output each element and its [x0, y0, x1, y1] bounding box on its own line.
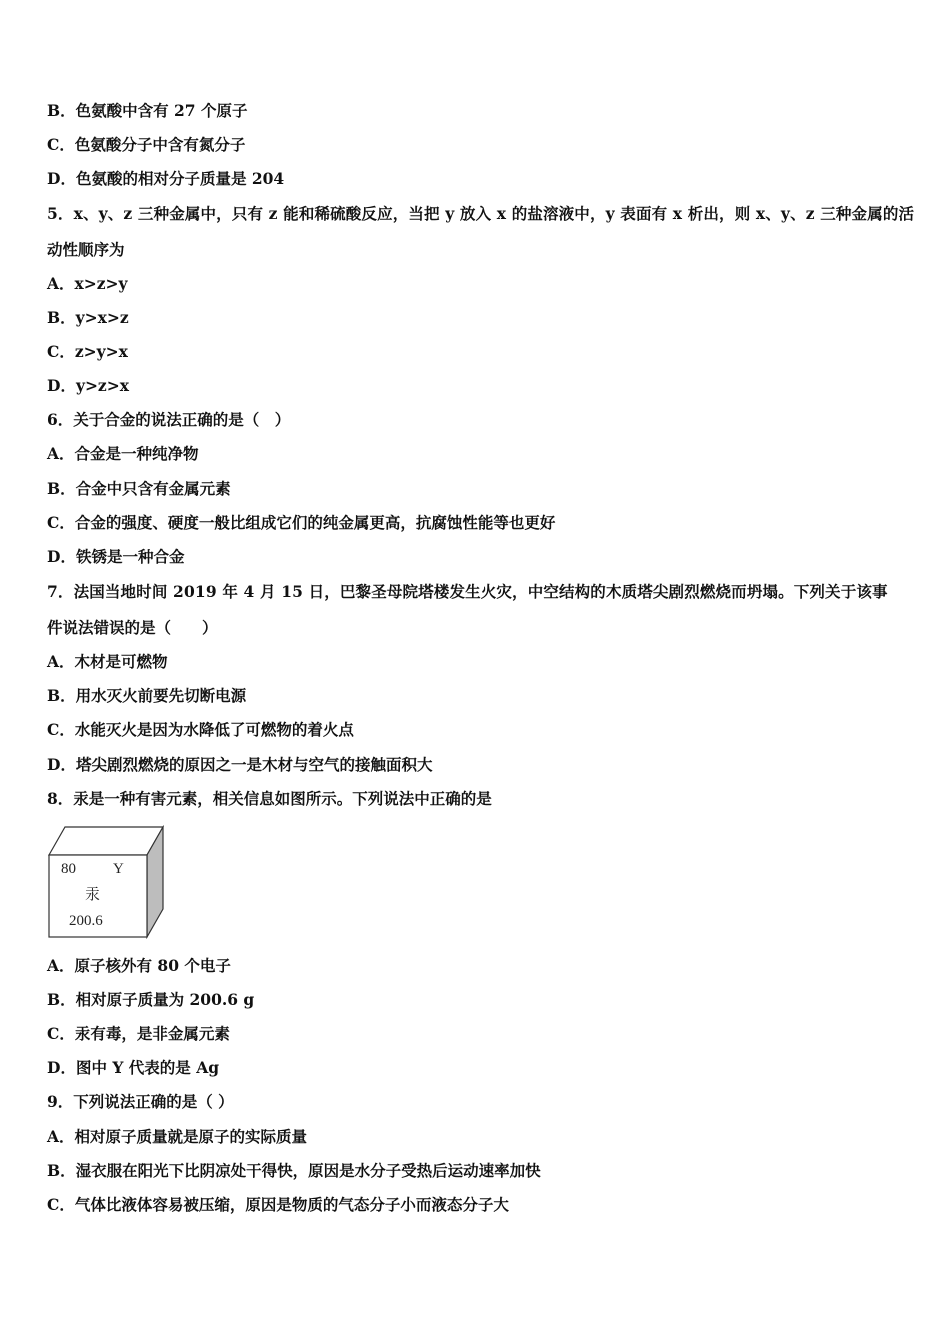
- question-9: 9．下列说法正确的是（ ）: [47, 1092, 234, 1111]
- question-7-line-2: 件说法错误的是（ ）: [47, 618, 218, 637]
- question-8-option-b: B．相对原子质量为 200.6 g: [47, 990, 255, 1009]
- option-c-nitrogen: C．色氨酸分子中含有氮分子: [47, 135, 246, 154]
- question-6: 6．关于合金的说法正确的是（ ）: [47, 410, 291, 429]
- question-9-option-a: A．相对原子质量就是原子的实际质量: [47, 1127, 308, 1146]
- question-8-option-d: D．图中 Y 代表的是 Ag: [47, 1058, 220, 1077]
- question-5-line-2: 动性顺序为: [47, 240, 125, 259]
- question-7-option-c: C．水能灭火是因为水降低了可燃物的着火点: [47, 720, 354, 739]
- element-symbol: Y: [113, 861, 124, 877]
- question-8-option-c: C．汞有毒，是非金属元素: [47, 1024, 230, 1043]
- question-8: 8．汞是一种有害元素，相关信息如图所示。下列说法中正确的是: [47, 789, 492, 808]
- element-card-mercury: [47, 825, 165, 939]
- question-5-option-c: C．z>y>x: [47, 342, 128, 361]
- element-name: 汞: [85, 887, 101, 903]
- option-b-atoms: B．色氨酸中含有 27 个原子: [47, 101, 248, 120]
- question-9-option-b: B．湿衣服在阳光下比阴凉处干得快，原因是水分子受热后运动速率加快: [47, 1161, 541, 1180]
- question-7-option-b: B．用水灭火前要先切断电源: [47, 686, 247, 705]
- card-top-face: [49, 827, 163, 855]
- question-5-option-b: B．y>x>z: [47, 308, 129, 327]
- question-8-option-a: A．原子核外有 80 个电子: [47, 956, 231, 975]
- atomic-mass: 200.6: [69, 913, 103, 929]
- question-5-option-d: D．y>z>x: [47, 376, 129, 395]
- question-7-option-a: A．木材是可燃物: [47, 652, 168, 671]
- question-6-option-b: B．合金中只含有金属元素: [47, 479, 231, 498]
- question-5-option-a: A．x>z>y: [47, 274, 128, 293]
- question-6-option-c: C．合金的强度、硬度一般比组成它们的纯金属更高，抗腐蚀性能等也更好: [47, 513, 556, 532]
- option-d-molar-mass: D．色氨酸的相对分子质量是 204: [47, 169, 285, 188]
- question-5-line-1: 5．x、y、z 三种金属中，只有 z 能和稀硫酸反应，当把 y 放入 x 的盐溶液中，y 表面有 x 析出，则 x、y、z 三种金属的活: [47, 204, 915, 223]
- atomic-number: 80: [61, 861, 76, 877]
- question-7-line-1: 7．法国当地时间 2019 年 4 月 15 日，巴黎圣母院塔楼发生火灾，中空结构的木质塔尖剧烈燃烧而坍塌。下列关于该事: [47, 582, 888, 601]
- question-6-option-d: D．铁锈是一种合金: [47, 547, 185, 566]
- question-9-option-c: C．气体比液体容易被压缩，原因是物质的气态分子小而液态分子大: [47, 1195, 509, 1214]
- question-6-option-a: A．合金是一种纯净物: [47, 444, 199, 463]
- question-7-option-d: D．塔尖剧烈燃烧的原因之一是木材与空气的接触面积大: [47, 755, 433, 774]
